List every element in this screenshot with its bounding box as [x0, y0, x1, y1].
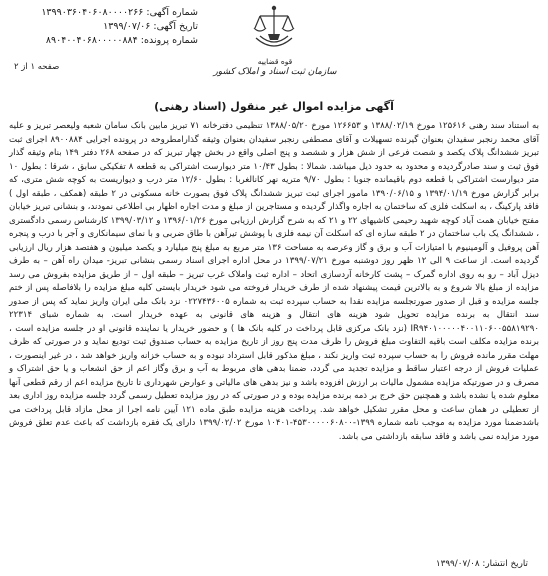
judiciary-emblem-icon	[246, 4, 302, 56]
notice-number: شماره آگهی: ۱۳۹۹۰۳۶۰۴۰۶۰۸۰۰۰۰۲۶۶	[41, 7, 198, 18]
page-number: صفحه ۱ از ۲	[14, 62, 60, 72]
notice-body	[9, 120, 539, 444]
notice-title: آگهی مزایده اموال غیر منقول (اسناد رهنی)	[154, 100, 394, 113]
notice-meta	[8, 6, 198, 48]
organization-header	[205, 56, 345, 78]
org-line-2: سازمان ثبت اسناد و املاک کشور	[213, 67, 337, 77]
publish-date: تاریخ انتشار: ۱۳۹۹/۰۷/۰۸	[435, 559, 528, 569]
notice-date: تاریخ آگهی: ۱۳۹۹/۰۷/۰۶	[103, 21, 198, 32]
file-number: شماره پرونده: ۸۹۰۴۰۰۴۰۶۸۰۰۰۰۰۸۸۴	[45, 35, 198, 46]
notice-body-text: به استناد سند رهنی ۱۲۵۶۱۶ مورخ ۱۳۸۸/۰۲/۱۹ و ۱۲۶۶۵۳ مورخ ۱۳۸۸/۰۵/۲۰ تنظیمی دفترخانه ۷۱ تبریز مابین بانک سامان شعبه ولیعصر تبریز و علیه آقای محمد رنجبر سفیدان بعنوان گیرنده تسهیلات و آقای مصطفی رنجبر سفیدان بعنوان وثیقه گذارامطروحه در پرونده اجرایی ۸۹۰۰۸۸۴ اجرای ثبت تبریز ششدانگ پلاک یکصد و شصت فرعی از شش هزار و ششصد و پنج اصلی واقع در بخش چهار تبریز که در صفحه ۲۶۸ دفتر ۱۴۹ بنام وثیقه گذار فوق ثبت و سند صادرگردیده و محدود به حدود ذیل میباشد. شمالا : بطول ۱۰/۴۳ متر دیوارست اشتراکی به قطعه ۸ تفکیکی سابق ، شرقا : بطول ۱۰ متر دیوارست اشتراکی با قطعه دوم باقیمانده جنوبا : بطول ۹/۷۰ متریه نهر کانالغربا : بطول ۱۲/۶۰ متر درب و دیواریست به کوچه شش متری، که برابر گزارش مورخ ۱۳۹۴/۰۱/۱۹ و ۱۳۹۰/۰۶/۱۵ مامور اجرای ثبت تبریز ششدانگ پلاک فوق بصورت خانه مسکونی در ۲ طبقه (همکف ، طبقه اول ) فاقد پارکینگ ، به اسکلت فلزی که ساختمان به اجاره واگذار گردیده و مستاجرین از مبلغ و مدت اجاره اظهار بی اطلاعی نمودند، و بنشانی تبریز خیابان مفتح خیابان همت آباد کوچه شهید رحیمی کاشیهای ۲۲ و ۲۱ که به شرح گزارش ارزیابی مورخ ۱۳۹۶/۰۱/۲۶ و ۱۳۹۹/۰۳/۱۲ کارشناس رسمی دادگستری ، ششدانگ یک باب ساختمان در ۲ طبقه سازه ای که اسکلت آن نیمه فلزی با پوشش تیرآهن با طاق ضربی و با نمای سیمانکاری و آجر با درب و پنجره آهن پروفیل و آلومینیوم با امتیازات آب و برق و گاز وعرصه به مساحت ۱۳۶ متر مربع به مبلغ پنج میلیارد و یکصد میلیون و هفتصد هزار ریال ارزیابی گردیده است. از ساعت ۹ الی ۱۲ ظهر روز دوشنبه مورخ ۱۳۹۹/۰۷/۲۱ در محل اداره اجرای اسناد رسمی بنشانی تبریز- میدان راه آهن – به طرف دیزل آباد – رو به روی اداره گمرک – پشت کارخانه آردسازی اتحاد – اداره ثبت واملاک غرب تبریز – طبقه اول – از طریق مزایده بفروش می رسد مزایده از مبلغ بالا شروع و به بالاترین قیمت پیشنهاد شده از طرف خریدار فروخته می شود خریدار بایستی کلیه مبلغ مزایده را بلافاصله پس از ختم جلسه مزایده و قبل از صدور صورتجلسه مزایده نقدا به حساب سپرده ثبت به شماره ۰۲۲۷۴۳۶۰۰۵ نزد بانک ملی ایران واریز نماید که پس از صدور سند انتقال به برنده مزایده تحویل شود هزینه های انتقال و هزینه های قانونی به عهده خریدار است. به شماره شبای ۲۲۳۱۴ IR۹۴۰۱۰۰۰۰۰۴۰۰۱۱۰۶۰۰۵۵۸۱۹۲۹۰ (نزد بانک مرکزی قابل پرداخت در کلیه بانک ها ) و حضور خریدار یا نماینده قانونی او در جلسه مزایده است ، برنده مزایده مکلف است باقیه التفاوت مبلغ فروش را ظرف مدت پنج روز از تاریخ مزایده به حساب صندوق ثبت تودیع نماید و در صورتی که ظرف مهلت مقرر مانده فروش را به حساب سپرده ثبت واریز نکند ، مبلغ مذکور قابل استرداد نبوده و به حساب خزانه واریز خواهد شد ، در غیر اینصورت ، عملیات فروش از درجه اعتبار ساقط و مزایده تجدید می گردد، ضمنا بدهی های مربوط به آب و برق وگاز اعم از حق انشعاب و یا حق اشتراک و مصرف و در صورتیکه مزایده مشمول مالیات بر ارزش افزوده باشد و نیز بدهی های مالیاتی و عوارض شهرداری تا تاریخ مزایده اعم از رقم قطعی آنها معلوم شده یا نشده باشد و همچنین حق خرج بر ذمه برنده مزایده بوده و در صورتی که در روز مزایده تعطیل رسمی گردد جلسه مزایده روز اداری بعد از تعطیلی در همان ساعت و محل مقرر تشکیل خواهد شد. پرداخت هزینه مزایده طبق ماده ۱۲۱ آیین نامه اجرا از محل مازاد قابل پرداخت می باشدضمنا مورد مزایده به موجب نامه شماره ۱۳۹۹-۴۵۳۰۰۰۰۰۶۰۸۰۰-۱۰۴۰۱ مورخ ۱۳۹۹/۰۲/۰۲ دارای یک فقره بازداشت که باعث عدم تعلق فروش مورد مزایده نمی باشد و فاقد سابقه بازداشتی می باشد.	[9, 121, 540, 442]
org-line-1: قوه قضاییه	[257, 57, 293, 66]
